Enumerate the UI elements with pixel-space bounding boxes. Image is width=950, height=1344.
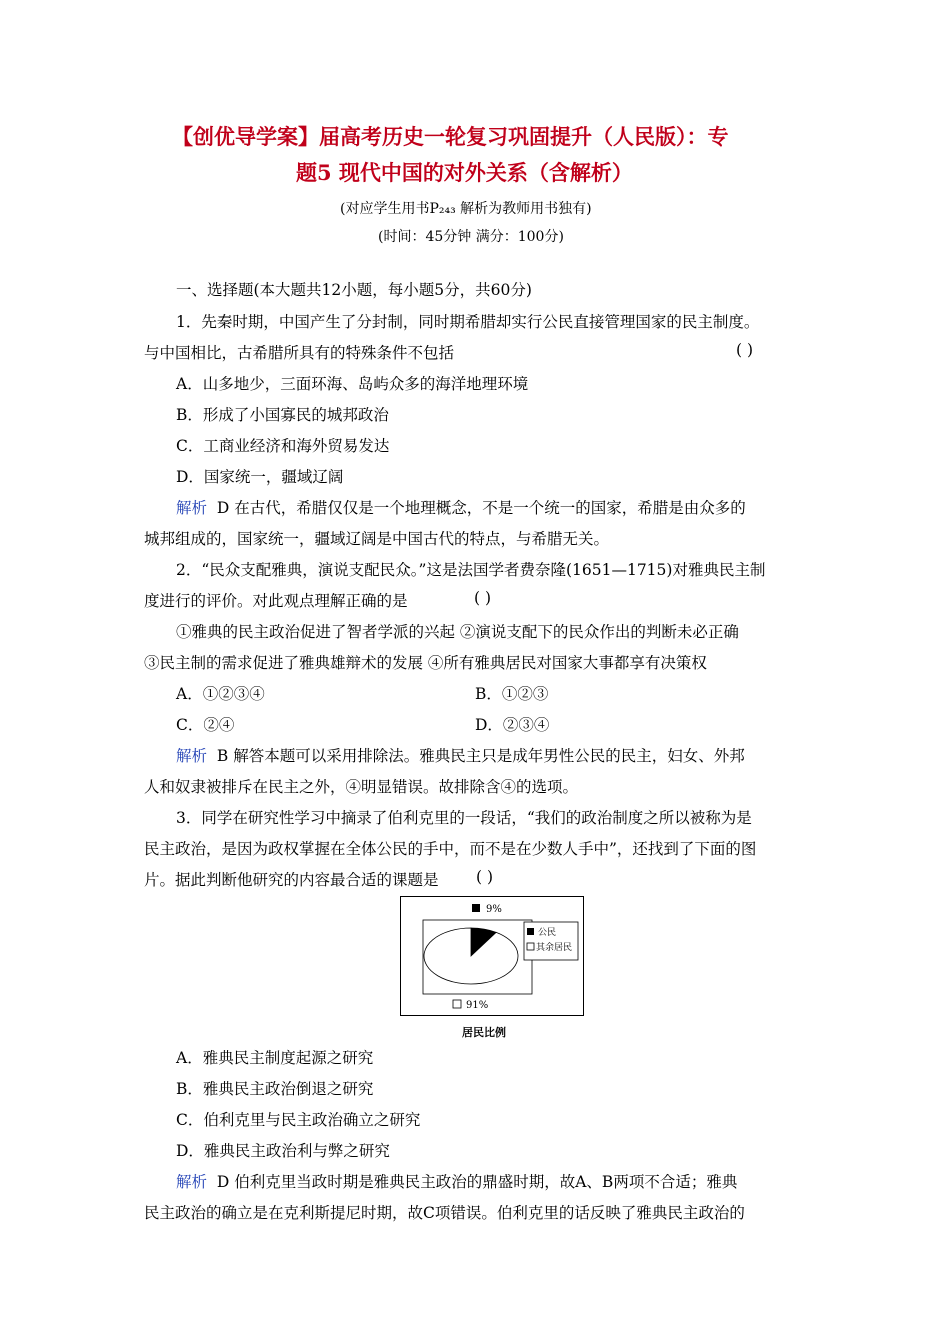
q2-option-c: C．②④ (176, 716, 235, 734)
q3-option-c: C．伯利克里与民主政治确立之研究 (176, 1111, 421, 1129)
q1-explanation-line2: 城邦组成的，国家统一，疆域辽阔是中国古代的特点，与希腊无关。 (144, 530, 610, 548)
q2-explanation-line2: 人和奴隶被排斥在民主之外，④明显错误。故排除含④的选项。 (144, 778, 579, 796)
q3-answer-paren: ( ) (476, 868, 494, 886)
q2-answer-paren: ( ) (474, 589, 492, 607)
q1-explanation-line1 (176, 496, 746, 518)
q1-answer-paren: ( ) (736, 341, 754, 359)
q3-stem-line3: 片。据此判断他研究的内容最合适的课题是 (144, 871, 439, 889)
bottom-label-swatch (453, 1000, 461, 1008)
q1-option-a: A．山多地少，三面环海、岛屿众多的海洋地理环境 (176, 375, 529, 393)
section-heading: 一、选择题(本大题共12小题，每小题5分，共60分) (176, 281, 532, 299)
doc-title-line1: 【创优导学案】届高考历史一轮复习巩固提升（人民版）：专 (172, 124, 729, 149)
q3-stem-line2: 民主政治，是因为政权掌握在全体公民的手中，而不是在少数人手中”，还找到了下面的图 (144, 840, 757, 858)
chart-caption: 居民比例 (462, 1026, 506, 1039)
q2-option-d: D．②③④ (475, 716, 550, 734)
pie-label-citizens: 9% (486, 904, 502, 915)
q2-stem-line1: 2．“民众支配雅典，演说支配民众。”这是法国学者费奈隆(1651—1715)对雅典民主制 (176, 561, 766, 579)
legend-label-citizens: 公民 (538, 928, 557, 938)
q2-stem-line2: 度进行的评价。对此观点理解正确的是 (144, 592, 408, 610)
q3-explanation-label: 解析 (176, 1173, 208, 1191)
q3-option-b: B．雅典民主政治倒退之研究 (176, 1080, 374, 1098)
q3-explanation-text1: D 伯利克里当政时期是雅典民主政治的鼎盛时期，故A、B两项不合适；雅典 (216, 1173, 738, 1191)
q2-option-b: B．①②③ (475, 685, 549, 703)
q3-stem-line1: 3．同学在研究性学习中摘录了伯利克里的一段话，“我们的政治制度之所以被称为是 (176, 809, 752, 827)
q1-option-d: D．国家统一，疆域辽阔 (176, 468, 344, 486)
q1-option-c: C．工商业经济和海外贸易发达 (176, 437, 390, 455)
source-note: (对应学生用书P₂₄₃ 解析为教师用书独有) (340, 201, 592, 217)
doc-title-line2: 题5 现代中国的对外关系（含解析） (296, 160, 633, 185)
q3-explanation-line2: 民主政治的确立是在克利斯提尼时期，故C项错误。伯利克里的话反映了雅典民主政治的 (144, 1204, 745, 1222)
q2-explanation-line1 (176, 744, 745, 766)
q1-option-b: B．形成了小国寡民的城邦政治 (176, 406, 389, 424)
q1-stem-line1: 1．先秦时期，中国产生了分封制，同时期希腊却实行公民直接管理国家的民主制度。 (176, 313, 760, 331)
legend-label-others: 其余居民 (536, 943, 573, 953)
population-pie-chart (400, 896, 584, 1016)
q1-explanation-text1: D 在古代，希腊仅仅是一个地理概念，不是一个统一的国家，希腊是由众多的 (216, 499, 746, 517)
pie-label-others: 91% (466, 1000, 489, 1011)
pie-slice-others (424, 928, 518, 984)
q3-option-d: D．雅典民主政治利与弊之研究 (176, 1142, 390, 1160)
legend-swatch-citizens (527, 928, 534, 935)
pie-slices (424, 928, 518, 984)
q3-explanation-line1 (176, 1170, 737, 1192)
q2-option-a: A．①②③④ (176, 685, 265, 703)
q1-explanation-label: 解析 (176, 499, 208, 517)
q2-explanation-label: 解析 (176, 747, 208, 765)
top-label-swatch (472, 904, 480, 912)
q1-stem-line2: 与中国相比，古希腊所具有的特殊条件不包括 (144, 344, 455, 362)
q3-option-a: A．雅典民主制度起源之研究 (176, 1049, 374, 1067)
q2-explanation-text1: B 解答本题可以采用排除法。雅典民主只是成年男性公民的民主，妇女、外邦 (216, 747, 745, 765)
time-note: (时间：45分钟 满分：100分) (378, 229, 564, 245)
q2-statements-line2: ③民主制的需求促进了雅典雄辩术的发展 ④所有雅典居民对国家大事都享有决策权 (144, 654, 707, 672)
q2-statements-line1: ①雅典的民主政治促进了智者学派的兴起 ②演说支配下的民众作出的判断未必正确 (176, 623, 739, 641)
legend-swatch-others (527, 943, 534, 950)
